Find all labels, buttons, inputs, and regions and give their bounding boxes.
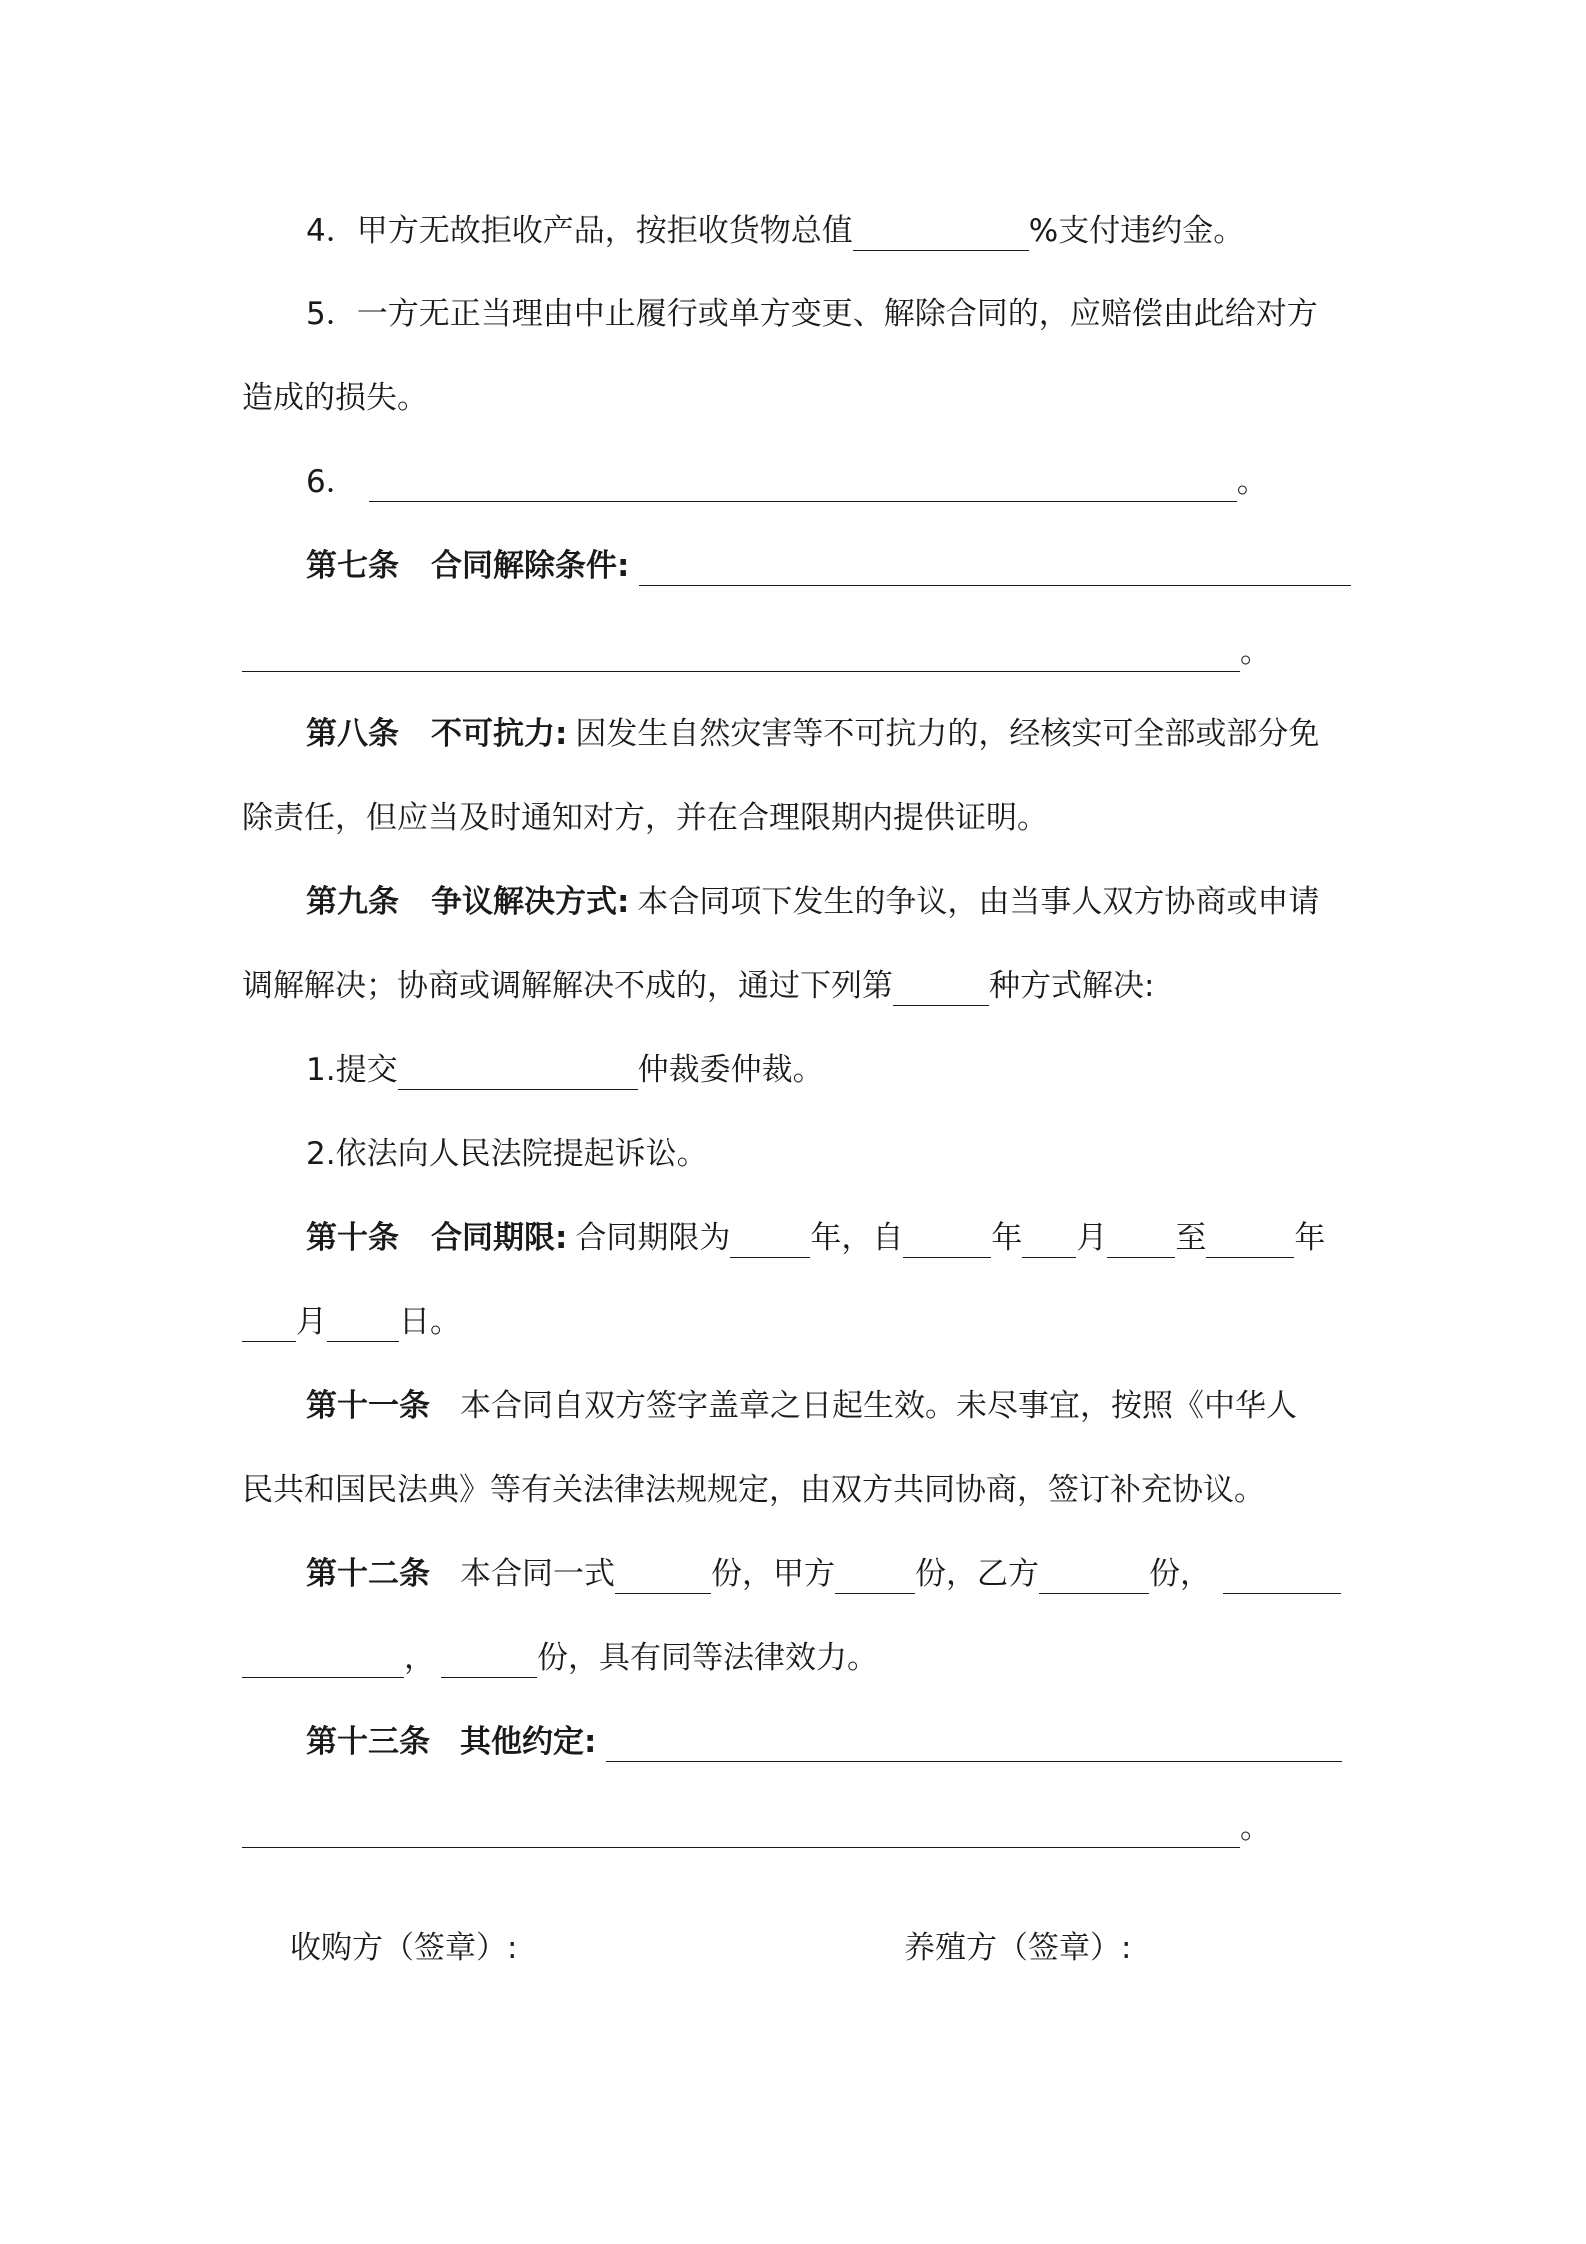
term-from-text: 年，自 xyxy=(810,1220,904,1256)
article-9-option-1 xyxy=(306,1050,824,1090)
article-9-line1 xyxy=(306,882,1319,922)
end-year-blank[interactable] xyxy=(1206,1223,1294,1258)
term-years-blank[interactable] xyxy=(730,1223,810,1258)
article-13-line2 xyxy=(242,1808,1271,1848)
end-month-blank[interactable] xyxy=(242,1307,296,1342)
party-b-copies-blank[interactable] xyxy=(1039,1559,1149,1594)
article-7 xyxy=(306,546,1351,586)
month-label: 月 xyxy=(1076,1220,1108,1256)
other-agreements-blank[interactable] xyxy=(606,1727,1342,1762)
article-9-line2-text: 调解解决；协商或调解解决不成的，通过下列第 xyxy=(242,968,893,1004)
article-13-end: 。 xyxy=(1240,1810,1271,1846)
article-11-text: 本合同自双方签字盖章之日起生效。未尽事宜，按照《中华人 xyxy=(460,1388,1297,1424)
other-party-blank[interactable] xyxy=(1223,1559,1341,1594)
article-11-line1 xyxy=(306,1386,1297,1426)
other-copies-blank[interactable] xyxy=(441,1643,537,1678)
clause-4-text: 4．甲方无故拒收产品，按拒收货物总值 xyxy=(306,213,853,249)
article-8-title: 不可抗力: xyxy=(431,716,568,752)
article-10-title: 合同期限: xyxy=(431,1220,568,1256)
copies-suffix: 份， xyxy=(1149,1556,1211,1592)
clause-6-end: 。 xyxy=(1236,464,1268,500)
option-1-suffix: 仲裁委仲裁。 xyxy=(637,1052,824,1088)
end-day-blank[interactable] xyxy=(327,1307,399,1342)
to-label: 至 xyxy=(1175,1220,1207,1256)
article-12-line2 xyxy=(242,1638,878,1678)
term-text: 合同期限为 xyxy=(575,1220,731,1256)
other-agreements-blank-2[interactable] xyxy=(242,1813,1240,1848)
article-12-heading: 第十二条 xyxy=(306,1556,430,1592)
article-8-text: 因发生自然灾害等不可抗力的，经核实可全部或部分免 xyxy=(575,716,1320,752)
article-8-line1 xyxy=(306,714,1319,754)
party-a-text: 份，甲方 xyxy=(711,1556,835,1592)
article-10-line1 xyxy=(306,1218,1325,1258)
article-7-heading: 第七条 xyxy=(306,548,399,584)
clause-4 xyxy=(306,211,1244,251)
option-1-text: 1.提交 xyxy=(306,1052,398,1088)
year-label: 年 xyxy=(991,1220,1023,1256)
start-year-blank[interactable] xyxy=(903,1223,991,1258)
article-12-end: 份，具有同等法律效力。 xyxy=(537,1640,878,1676)
article-13 xyxy=(306,1722,1342,1762)
clause-6-number: 6． xyxy=(306,464,357,500)
farmer-signature-label: 养殖方（签章）: xyxy=(904,1930,1132,1966)
start-month-blank[interactable] xyxy=(1022,1223,1076,1258)
clause-5-line2: 造成的损失。 xyxy=(242,380,428,416)
article-12-line1 xyxy=(306,1554,1341,1594)
article-13-heading: 第十三条 xyxy=(306,1724,430,1760)
clause-4-suffix: %支付违约金。 xyxy=(1028,213,1245,249)
penalty-percent-blank[interactable] xyxy=(853,216,1029,251)
article-9-heading: 第九条 xyxy=(306,884,399,920)
month-label-2: 月 xyxy=(296,1304,327,1340)
article-9-line2-suffix: 种方式解决: xyxy=(989,968,1155,1004)
copies-text: 本合同一式 xyxy=(460,1556,615,1592)
article-13-title: 其他约定: xyxy=(460,1724,597,1760)
article-10-line2 xyxy=(242,1302,461,1342)
day-label: 日。 xyxy=(399,1304,461,1340)
party-a-copies-blank[interactable] xyxy=(835,1559,915,1594)
article-11-heading: 第十一条 xyxy=(306,1388,430,1424)
article-11-line2: 民共和国民法典》等有关法律法规规定，由双方共同协商，签订补充协议。 xyxy=(242,1472,1265,1508)
clause-6 xyxy=(306,462,1268,502)
article-9-title: 争议解决方式: xyxy=(431,884,630,920)
article-10-heading: 第十条 xyxy=(306,1220,399,1256)
start-day-blank[interactable] xyxy=(1107,1223,1175,1258)
arbitration-commission-blank[interactable] xyxy=(398,1055,638,1090)
total-copies-blank[interactable] xyxy=(615,1559,711,1594)
clause-6-blank[interactable] xyxy=(369,467,1237,502)
article-7-line2 xyxy=(242,632,1271,672)
year-label-2: 年 xyxy=(1294,1220,1326,1256)
article-9-line2 xyxy=(242,966,1154,1006)
article-8-heading: 第八条 xyxy=(306,716,399,752)
other-party-blank-2[interactable] xyxy=(242,1643,404,1678)
termination-conditions-blank[interactable] xyxy=(639,551,1351,586)
comma: ， xyxy=(404,1640,435,1676)
article-9-option-2: 2.依法向人民法院提起诉讼。 xyxy=(306,1136,708,1172)
article-8-line2: 除责任，但应当及时通知对方，并在合理限期内提供证明。 xyxy=(242,800,1048,836)
article-7-title: 合同解除条件: xyxy=(431,548,630,584)
article-7-end: 。 xyxy=(1240,634,1271,670)
termination-conditions-blank-2[interactable] xyxy=(242,637,1240,672)
clause-5-line1: 5．一方无正当理由中止履行或单方变更、解除合同的，应赔偿由此给对方 xyxy=(306,296,1318,332)
party-b-text: 份，乙方 xyxy=(915,1556,1039,1592)
article-9-text: 本合同项下发生的争议，由当事人双方协商或申请 xyxy=(637,884,1320,920)
dispute-method-blank[interactable] xyxy=(893,971,989,1006)
buyer-signature-label: 收购方（签章）: xyxy=(290,1930,518,1966)
